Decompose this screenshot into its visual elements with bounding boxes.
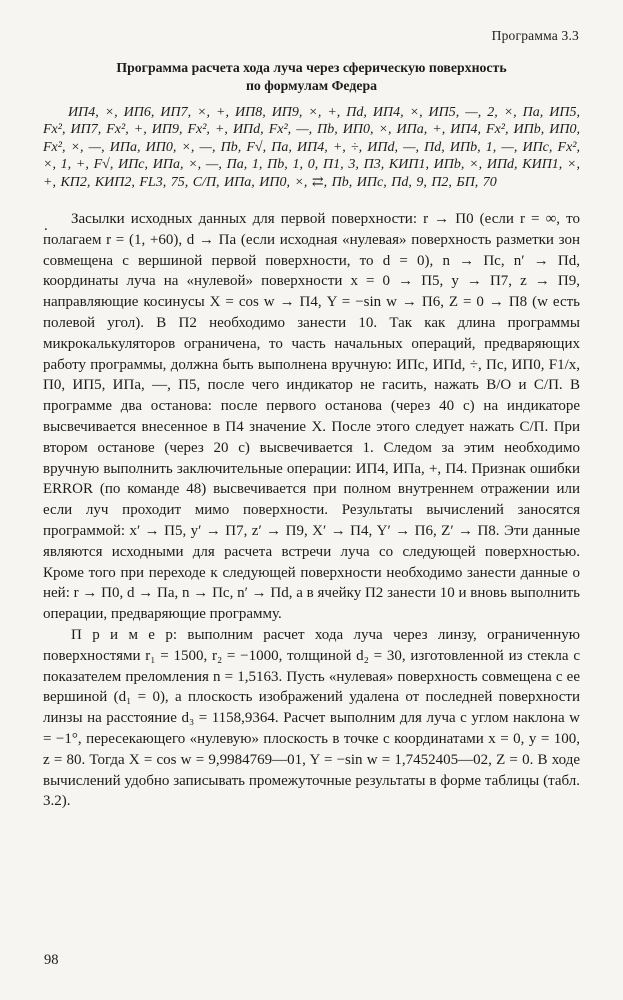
paragraph-example: П р и м е р: выполним расчет хода луча через линзу, ограниченную поверхностями r₁ = 1500, r₂ = −1000, толщиной d₂ = 30, изготовленной из стекла с показателем преломления n = 1,5163. Пусть «нулевая» поверхность совмещена с ее вершиной (d₁ = 0), а плоскость изображений удалена от последней поверхности линзы на расстояние d₃ = 1158,9364. Расчет выполним для луча с углом наклона w = −1°, пересекающего «нулевую» плоскость в точке с координатами x = 0, y = 100, z = 80. Тогда X = cos w = 9,9984769—01, Y = −sin w = 1,7452405—02, Z = 0. В ходе вычислений удобно записывать промежуточные результаты в форме таблицы (табл. 3.2). <box>43 626 580 810</box>
title-line-2: по формулам Федера <box>245 78 378 93</box>
paragraph-data-setup: Засылки исходных данных для первой поверхности: r → П0 (если r = ∞, то полагаем r = (1, +60), d → Па (если исходная «нулевая» поверхность разметки зон совмещена с вершиной первой поверхности, то d = 0), n → Пс, n′ → Пd, координаты луча на «нулевой» поверхности x = 0 → П5, y → П7, z → П9, направляющие косинусы X = cos w → П4, Y = −sin w → П6, Z = 0 → П8 (w есть полевой угол). В П2 необходимо занести 10. Так как длина программы микрокалькуляторов ограничена, то часть начальных операций, предваряющих работу программы, должна быть выполнена вручную: ИПс, ИПd, ÷, Пс, ИП0, F1/x, П0, ИП5, ИПа, —, П5, после чего индикатор не гасить, нажать В/О и С/П. В программе два останова: после первого останова (через 40 с) на индикаторе высвечивается внесенное в П4 значение X. После этого следует нажать С/П. При втором останове (через 20 с) высвечивается 1. Следом за этим необходимо вручную выполнить заключительные операции: ИП4, ИПа, +, П4. Признак ошибки ERROR (по команде 48) высвечивается при полном внутреннем отражении или если луч проходит мимо поверхности. Результаты вычислений заносятся программой: x′ → П5, y′ → П7, z′ → П9, X′ → П4, Y′ → П6, Z′ → П8. Эти данные являются исходными для расчета встречи луча со следующей поверхностью. Кроме того при переходе к следующей поверхности необходимо занести данные о ней: r → П0, d → Па, n → Пс, n′ → Пd, а в ячейку П2 занести 10 и вновь выполнить операции, предваряющие программу. <box>43 211 580 623</box>
program-number-label: Программа 3.3 <box>491 28 579 43</box>
page-title <box>43 59 580 95</box>
scan-artifact-dot: . <box>44 218 48 234</box>
page-number: 98 <box>44 952 59 968</box>
title-line-1: Программа расчета хода луча через сферическую поверхность <box>116 60 507 75</box>
program-listing: ИП4, ×, ИП6, ИП7, ×, +, ИП8, ИП9, ×, +, Пd, ИП4, ×, ИП5, —, 2, ×, Па, ИП5, Fx², ИП7, Fx², +, ИП9, Fx², +, ИПd, Fx², —, Пb, ИП0, ×, ИПа, +, ИП4, Fx², ИПb, ИП0, Fx², ×, —, ИПа, ИП0, ×, —, Пb, F√, Па, ИП4, +, ÷, ИПd, —, Пd, ИПb, 1, —, ИПс, Fx², ×, 1, +, F√, ИПс, ИПа, ×, —, Па, 1, Пb, 1, 0, П1, 3, П3, КИП1, ИПb, ×, ИПd, КИП1, ×, +, КП2, КИП2, FL3, 75, С/П, ИПа, ИП0, ×, ⇄, Пb, ИПс, Пd, 9, П2, БП, 70 <box>43 105 580 190</box>
